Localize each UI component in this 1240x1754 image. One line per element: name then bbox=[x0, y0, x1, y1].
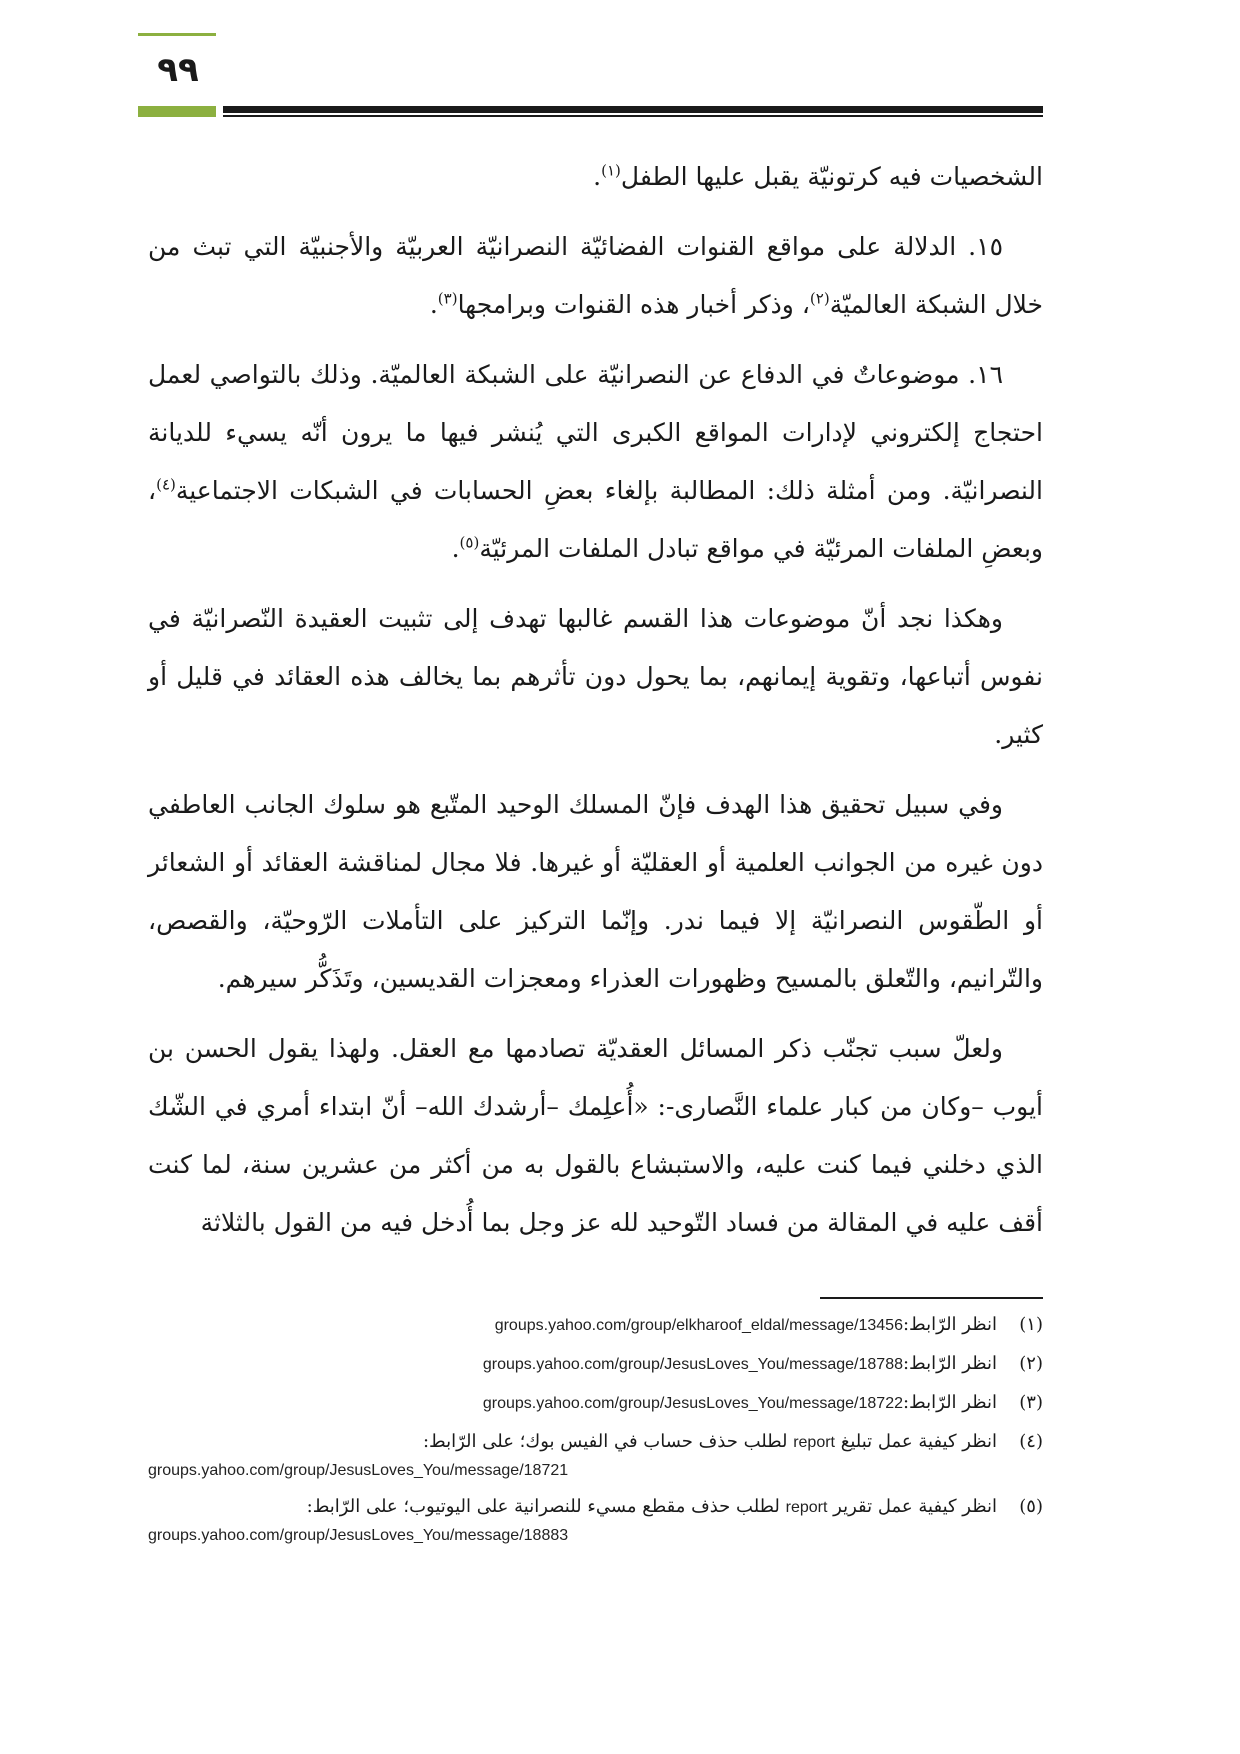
header-rule-thick bbox=[223, 106, 1043, 113]
footnote-link[interactable]: groups.yahoo.com/group/elkharoof_eldal/message/13456 bbox=[494, 1317, 903, 1334]
paragraph-3-text-a: ١٦. موضوعاتٌ في الدفاع عن النصرانيّة على الشبكة العالميّة. وذلك بالتواصي لعمل احتجاج إلكتروني لإدارات المواقع الكبرى التي يُنشر فيها ما يرون أنّه يسيء للديانة النصرانيّة. ومن أمثلة ذلك: المطالبة بإلغاء بعضِ الحسابات في الشبكات الاجتماعية bbox=[148, 360, 1043, 505]
paragraph-3-text-b: ، وبعضِ الملفات المرئيّة في مواقع تبادل الملفات المرئيّة bbox=[148, 476, 1043, 563]
footnote-text: انظر الرّابط: bbox=[902, 1314, 997, 1335]
header-accent-bar-top bbox=[138, 33, 216, 36]
footnote-ref-4[interactable]: (٤) bbox=[156, 475, 176, 494]
footnote-number: (١) bbox=[1019, 1314, 1043, 1335]
footnote-number: (٣) bbox=[1019, 1392, 1043, 1413]
footnote-text: انظر كيفية عمل تبليغ bbox=[840, 1431, 997, 1452]
paragraph-1-end: . bbox=[593, 162, 602, 191]
footnote-text: لطلب حذف مقطع مسيء للنصرانية على اليوتيوب؛ على الرّابط: bbox=[306, 1496, 780, 1517]
footnote-link[interactable]: groups.yahoo.com/group/JesusLoves_You/message/18883 bbox=[148, 1527, 569, 1544]
footnote-text: لطلب حذف حساب في الفيس بوك؛ على الرّابط: bbox=[422, 1431, 788, 1452]
footnote-ref-1[interactable]: (١) bbox=[601, 161, 621, 180]
footnote-link[interactable]: groups.yahoo.com/group/JesusLoves_You/message/18722 bbox=[482, 1395, 903, 1412]
header-rule-thin bbox=[223, 115, 1043, 117]
header-accent-bar-bottom bbox=[138, 106, 216, 117]
page-number: ٩٩ bbox=[157, 50, 199, 90]
footnote-ref-3[interactable]: (٣) bbox=[437, 289, 458, 308]
footnote-1 bbox=[148, 1310, 1043, 1341]
footnote-text: انظر كيفية عمل تقرير bbox=[833, 1496, 997, 1517]
body-text bbox=[148, 148, 1043, 1264]
paragraph-3-end: . bbox=[451, 534, 460, 563]
paragraph-2-end: . bbox=[429, 290, 438, 319]
paragraph-2-text-b: ، وذكر أخبار هذه القنوات وبرامجها bbox=[457, 290, 810, 319]
paragraph-5: وفي سبيل تحقيق هذا الهدف فإنّ المسلك الوحيد المتّبع هو سلوك الجانب العاطفي دون غيره من الجوانب العلمية أو العقليّة أو غيرها. فلا مجال لمناقشة العقائد أو الشعائر أو الطّقوس النصرانيّة إلا فيما ندر. وإنّما التركيز على التأملات الرّوحيّة، والقصص، والتّرانيم، والتّعلق بالمسيح وظهورات العذراء ومعجزات القديسين، وتَذَكُّر سيرهم. bbox=[148, 790, 1043, 993]
paragraph-3 bbox=[148, 346, 1043, 578]
footnote-link[interactable]: groups.yahoo.com/group/JesusLoves_You/message/18721 bbox=[148, 1462, 569, 1479]
footnote-ref-2[interactable]: (٢) bbox=[809, 289, 830, 308]
footnote-5 bbox=[148, 1492, 1043, 1549]
footnote-2 bbox=[148, 1349, 1043, 1380]
footnote-text: انظر الرّابط: bbox=[902, 1392, 997, 1413]
footnote-3 bbox=[148, 1388, 1043, 1419]
footnote-link[interactable]: groups.yahoo.com/group/JesusLoves_You/message/18788 bbox=[482, 1356, 903, 1373]
footnote-ref-5[interactable]: (٥) bbox=[459, 533, 480, 552]
paragraph-2 bbox=[148, 218, 1043, 334]
footnote-number: (٥) bbox=[1019, 1496, 1043, 1517]
footnote-report-word: report bbox=[793, 1434, 835, 1451]
footnote-text: انظر الرّابط: bbox=[902, 1353, 997, 1374]
paragraph-2-text-a: ١٥. الدلالة على مواقع القنوات الفضائيّة النصرانيّة العربيّة والأجنبيّة التي تبث من خلال الشبكة العالميّة bbox=[148, 232, 1043, 319]
footnotes bbox=[148, 1310, 1043, 1557]
paragraph-1 bbox=[148, 148, 1043, 206]
footnote-number: (٤) bbox=[1019, 1431, 1043, 1452]
paragraph-6: ولعلّ سبب تجنّب ذكر المسائل العقديّة تصادمها مع العقل. ولهذا يقول الحسن بن أيوب –وكان من كبار علماء النَّصارى-: «أُعلِمك –أرشدك الله– أنّ ابتداء أمري في الشّك الذي دخلني فيما كنت عليه، والاستبشاع بالقول به من أكثر من عشرين سنة، لما كنت أقف عليه في المقالة من فساد التّوحيد لله عز وجل بما أُدخل فيه من القول بالثلاثة bbox=[148, 1034, 1043, 1237]
paragraph-1-text: الشخصيات فيه كرتونيّة يقبل عليها الطفل bbox=[620, 162, 1043, 191]
paragraph-4: وهكذا نجد أنّ موضوعات هذا القسم غالبها تهدف إلى تثبيت العقيدة النّصرانيّة في نفوس أتباعها، وتقوية إيمانهم، بما يحول دون تأثرهم بما يخالف هذه العقائد في قليل أو كثير. bbox=[148, 604, 1043, 749]
footnote-report-word: report bbox=[785, 1499, 828, 1516]
footnote-separator bbox=[820, 1297, 1043, 1299]
footnote-number: (٢) bbox=[1019, 1353, 1043, 1374]
footnote-4 bbox=[148, 1427, 1043, 1484]
